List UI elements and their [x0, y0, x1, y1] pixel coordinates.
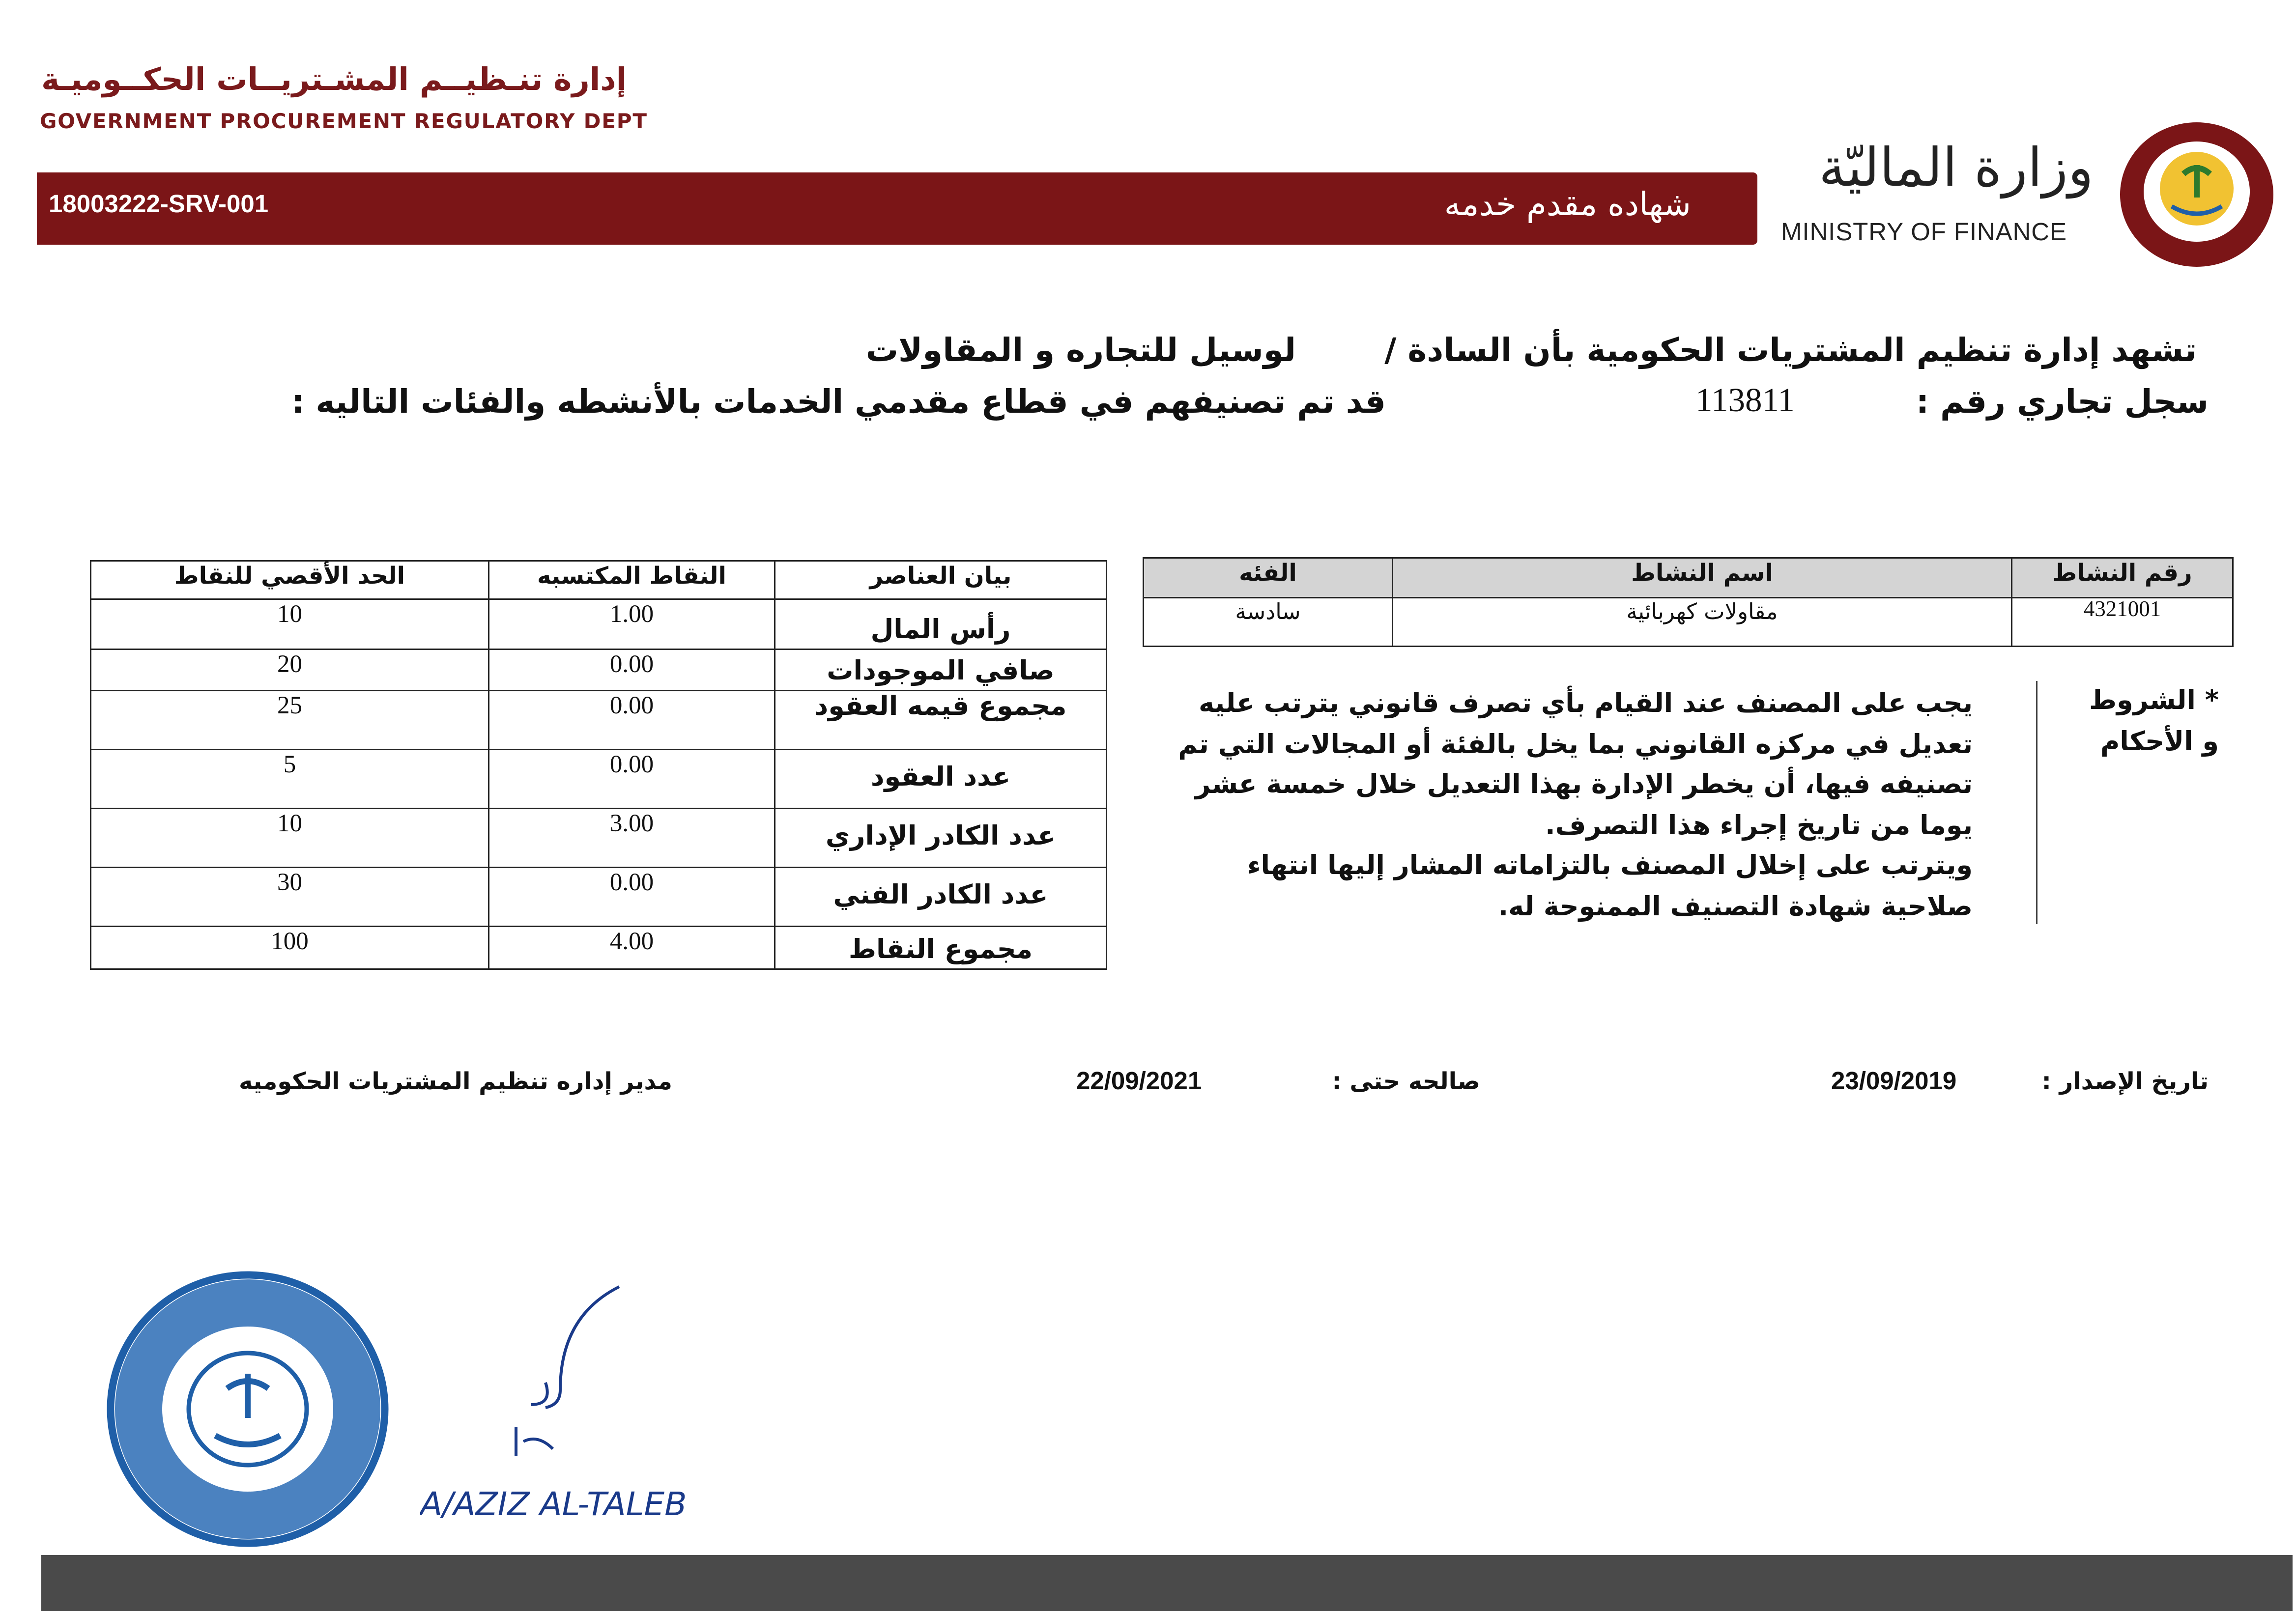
earned-points: 3.00	[489, 809, 775, 868]
activity-table-header	[1144, 558, 2233, 598]
issue-date: 23/09/2019	[1831, 1067, 1957, 1095]
table-row	[91, 868, 1107, 927]
header-activity-name: اسم النشاط	[1393, 558, 2012, 598]
total-label: مجموع النقاط	[775, 927, 1107, 969]
activity-name: مقاولات كهربائية	[1393, 598, 2012, 647]
intro-line-1: تشهد إدارة تنظيم المشتريات الحكومية بأن السادة /	[1384, 333, 2197, 370]
ministry-name-arabic: وزارة الماليّة	[1818, 139, 2094, 199]
item-label: عدد الكادر الإداري	[775, 809, 1107, 868]
intro-line-2: قد تم تصنيفهم في قطاع مقدمي الخدمات بالأنشطه والفئات التاليه :	[291, 385, 1386, 422]
item-label: عدد العقود	[775, 750, 1107, 809]
certificate-banner	[37, 172, 1757, 245]
valid-until-date: 22/09/2021	[1076, 1067, 1202, 1095]
valid-until-label: صالحه حتى :	[1332, 1067, 1480, 1095]
header-category: الفئه	[1144, 558, 1393, 598]
earned-points: 0.00	[489, 868, 775, 927]
cr-number: 113811	[1695, 382, 1795, 419]
signature-name: A/AZIZ AL-TALEB	[420, 1485, 687, 1523]
table-row	[1144, 598, 2233, 647]
terms-heading	[2089, 681, 2219, 763]
activity-table	[1143, 557, 2234, 647]
official-stamp-icon	[106, 1271, 389, 1548]
table-row	[91, 750, 1107, 809]
table-row	[91, 691, 1107, 750]
dept-name-arabic: إدارة تنـظيــم المشـتريــات الحكــوميـة	[41, 62, 627, 97]
max-points-total: 100	[91, 927, 489, 969]
earned-points: 0.00	[489, 750, 775, 809]
item-label: عدد الكادر الفني	[775, 868, 1107, 927]
max-points: 20	[91, 650, 489, 691]
max-points: 5	[91, 750, 489, 809]
signatory-title: مدير إداره تنظيم المشتريات الحكوميه	[238, 1067, 672, 1095]
dept-name-english: GOVERNMENT PROCUREMENT REGULATORY DEPT	[40, 111, 648, 134]
issue-date-label: تاريخ الإصدار :	[2041, 1067, 2209, 1095]
ministry-name-english: MINISTRY OF FINANCE	[1781, 218, 2067, 246]
terms-paragraph-1: يجب على المصنف عند القيام بأي تصرف قانوني يترتب عليه تعديل في مركزه القانوني بما يخل بالفئة أو المجالات التي تم تصنيفه فيها، أن يخطر الإدارة بهذا التعديل خلال خمسة عشر يوما من تاريخ إجراء هذا التصرف.	[1178, 688, 1973, 841]
company-name: لوسيل للتجاره و المقاولات	[865, 333, 1296, 370]
terms-text	[1177, 684, 1973, 927]
table-row	[91, 650, 1107, 691]
table-row	[91, 809, 1107, 868]
points-table	[90, 560, 1107, 970]
earned-points: 0.00	[489, 691, 775, 750]
item-label: مجموع قيمه العقود	[775, 691, 1107, 750]
header-max-points: الحد الأقصي للنقاط	[91, 561, 489, 599]
terms-heading-line-2: و الأحكام	[2100, 727, 2219, 758]
max-points: 10	[91, 599, 489, 650]
terms-divider	[2036, 681, 2038, 924]
terms-heading-line-1: * الشروط	[2089, 685, 2219, 716]
max-points: 25	[91, 691, 489, 750]
item-label: رأس المال	[775, 599, 1107, 650]
footer-bar	[41, 1555, 2293, 1611]
qatar-emblem-icon	[2119, 121, 2275, 268]
cr-label: سجل تجاري رقم :	[1916, 385, 2209, 422]
certificate-title: شهاده مقدم خدمه	[1444, 187, 1691, 224]
table-row-total	[91, 927, 1107, 969]
activity-number: 4321001	[2012, 598, 2233, 647]
header-earned-points: النقاط المكتسبه	[489, 561, 775, 599]
table-row	[91, 599, 1107, 650]
earned-points: 0.00	[489, 650, 775, 691]
header-items: بيان العناصر	[775, 561, 1107, 599]
item-label: صافي الموجودات	[775, 650, 1107, 691]
signature-icon	[420, 1279, 796, 1530]
earned-points: 1.00	[489, 599, 775, 650]
header-activity-number: رقم النشاط	[2012, 558, 2233, 598]
certificate-code: 18003222-SRV-001	[49, 190, 269, 218]
earned-points-total: 4.00	[489, 927, 775, 969]
terms-paragraph-2: ويترتب على إخلال المصنف بالتزاماته المشار إليها انتهاء صلاحية شهادة التصنيف الممنوحة له.	[1247, 850, 1973, 922]
max-points: 10	[91, 809, 489, 868]
activity-category: سادسة	[1144, 598, 1393, 647]
points-table-header	[91, 561, 1107, 599]
max-points: 30	[91, 868, 489, 927]
